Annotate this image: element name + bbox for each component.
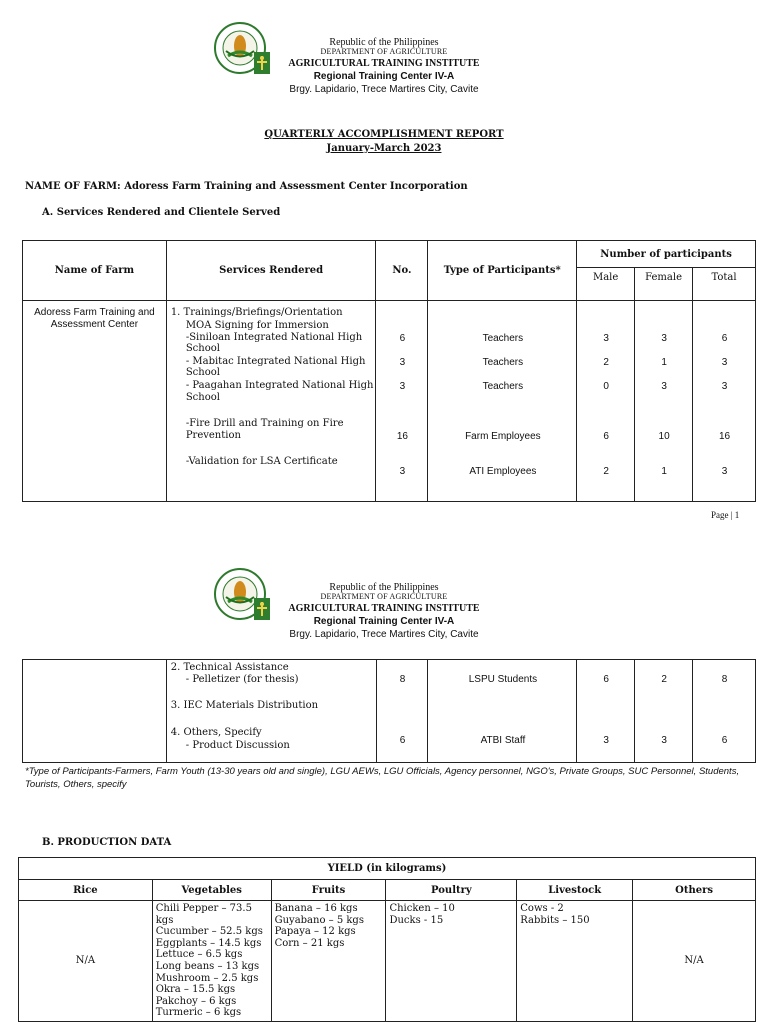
fruit-item: Banana – 16 kgs <box>274 903 358 914</box>
livestock-item: Cows - 2 <box>520 903 564 914</box>
fruit-item: Guyabano – 5 kgs <box>274 914 364 926</box>
male-cell: 3 2 0 6 2 <box>577 301 635 502</box>
service-line: School <box>185 343 220 354</box>
col-header-name-of-farm: Name of Farm <box>23 241 167 301</box>
service-line: MOA Signing for Immersion <box>185 320 329 331</box>
vegetable-item: Cucumber – 52.5 kgs <box>155 926 263 938</box>
service-line: - Product Discussion <box>185 740 290 751</box>
vegetable-item: Eggplants – 14.5 kgs <box>155 937 262 949</box>
header-line-institute: AGRICULTURAL TRAINING INSTITUTE <box>288 603 480 614</box>
livestock-cell <box>517 901 633 1022</box>
col-header-vegetables: Vegetables <box>152 880 271 901</box>
service-line: School <box>185 367 220 378</box>
col-header-type: Type of Participants* <box>428 241 577 301</box>
col-header-male: Male <box>577 268 635 301</box>
service-line: 4. Others, Specify <box>170 727 262 738</box>
report-title: QUARTERLY ACCOMPLISHMENT REPORT <box>264 129 504 140</box>
services-cell <box>166 660 376 763</box>
header-line-republic: Republic of the Philippines <box>329 582 439 593</box>
livestock-item: Rabbits – 150 <box>520 914 590 926</box>
total-cell: 6 3 3 16 3 <box>693 301 756 502</box>
col-header-services: Services Rendered <box>166 241 376 301</box>
services-table-continued <box>22 659 756 763</box>
farm-name: NAME OF FARM: Adoress Farm Training and Assessment Center Incorporation <box>25 181 468 192</box>
type-cell: LSPU Students ATBI Staff <box>428 660 577 763</box>
header-line-address: Brgy. Lapidario, Trece Martires City, Cavite <box>289 629 479 640</box>
col-header-rice: Rice <box>19 880 153 901</box>
female-cell: 2 3 <box>635 660 693 763</box>
vegetable-item: Lettuce – 6.5 kgs <box>155 949 243 961</box>
fruits-cell <box>271 901 386 1022</box>
header-line-department: DEPARTMENT OF AGRICULTURE <box>320 592 448 601</box>
total-cell: 8 6 <box>693 660 756 763</box>
header-line-address: Brgy. Lapidario, Trece Martires City, Cavite <box>289 84 479 95</box>
service-line: -Siniloan Integrated National High <box>185 332 363 343</box>
service-line: -Fire Drill and Training on Fire <box>185 418 344 429</box>
service-line: -Validation for LSA Certificate <box>185 456 338 467</box>
vegetable-item: Turmeric – 6 kgs <box>155 1007 242 1019</box>
vegetable-item: Mushroom – 2.5 kgs <box>155 972 259 984</box>
male-cell: 6 3 <box>577 660 635 763</box>
others-cell: N/A <box>633 901 756 1022</box>
vegetable-item: Okra – 15.5 kgs <box>155 984 236 996</box>
participants-footnote: *Type of Participants-Farmers, Farm Youth (13-30 years old and single), LGU AEWs, LGU Officials, Agency personnel, NGO's, Private Groups, SUC Personnel, Students, Tourists, Others, specify <box>25 766 740 790</box>
report-period: January-March 2023 <box>326 143 442 154</box>
poultry-item: Chicken – 10 <box>389 903 455 914</box>
header-line-republic: Republic of the Philippines <box>329 37 439 48</box>
vegetable-item: Long beans – 13 kgs <box>155 960 260 972</box>
service-line: - Mabitac Integrated National High <box>185 356 366 367</box>
yield-header: YIELD (in kilograms) <box>19 858 756 880</box>
service-line: - Pelletizer (for thesis) <box>185 674 299 685</box>
service-line: - Paagahan Integrated National High <box>185 380 374 391</box>
header-line-institute: AGRICULTURAL TRAINING INSTITUTE <box>288 58 480 69</box>
col-header-female: Female <box>635 268 693 301</box>
vegetable-item: Pakchoy – 6 kgs <box>155 995 237 1007</box>
service-line: 1. Trainings/Briefings/Orientation <box>170 307 343 318</box>
services-table <box>22 240 756 502</box>
section-a-heading: A. Services Rendered and Clientele Served <box>42 207 281 218</box>
fruit-item: Papaya – 12 kgs <box>274 926 356 938</box>
service-line: School <box>185 392 220 403</box>
service-line: Prevention <box>185 430 241 441</box>
services-cell <box>166 301 376 502</box>
col-header-poultry: Poultry <box>386 880 517 901</box>
production-table <box>18 857 756 1022</box>
poultry-cell <box>386 901 517 1022</box>
no-cell: 8 6 <box>376 660 428 763</box>
col-header-participants: Number of participants <box>577 241 756 268</box>
vegetable-item: Chili Pepper – 73.5 kgs <box>155 903 252 926</box>
female-cell: 3 1 3 10 1 <box>635 301 693 502</box>
col-header-others: Others <box>633 880 756 901</box>
service-line: 3. IEC Materials Distribution <box>170 700 319 711</box>
header-line-regional-center: Regional Training Center IV-A <box>313 71 455 82</box>
col-header-total: Total <box>693 268 756 301</box>
no-cell: 6 3 3 16 3 <box>376 301 428 502</box>
type-cell: Teachers Teachers Teachers Farm Employees ATI Employees <box>428 301 577 502</box>
fruit-item: Corn – 21 kgs <box>274 937 345 949</box>
page-number: Page | 1 <box>711 510 740 520</box>
col-header-fruits: Fruits <box>271 880 386 901</box>
vegetables-cell <box>152 901 271 1022</box>
section-b-heading: B. PRODUCTION DATA <box>42 837 172 848</box>
farm-name-cell-empty <box>23 660 167 763</box>
header-line-regional-center: Regional Training Center IV-A <box>313 616 455 627</box>
farm-name-cell: Adoress Farm Training and Assessment Center <box>23 301 167 502</box>
col-header-no: No. <box>376 241 428 301</box>
header-line-department: DEPARTMENT OF AGRICULTURE <box>320 47 448 56</box>
col-header-livestock: Livestock <box>517 880 633 901</box>
rice-cell: N/A <box>19 901 153 1022</box>
service-line: 2. Technical Assistance <box>170 662 289 673</box>
poultry-item: Ducks - 15 <box>389 914 444 926</box>
